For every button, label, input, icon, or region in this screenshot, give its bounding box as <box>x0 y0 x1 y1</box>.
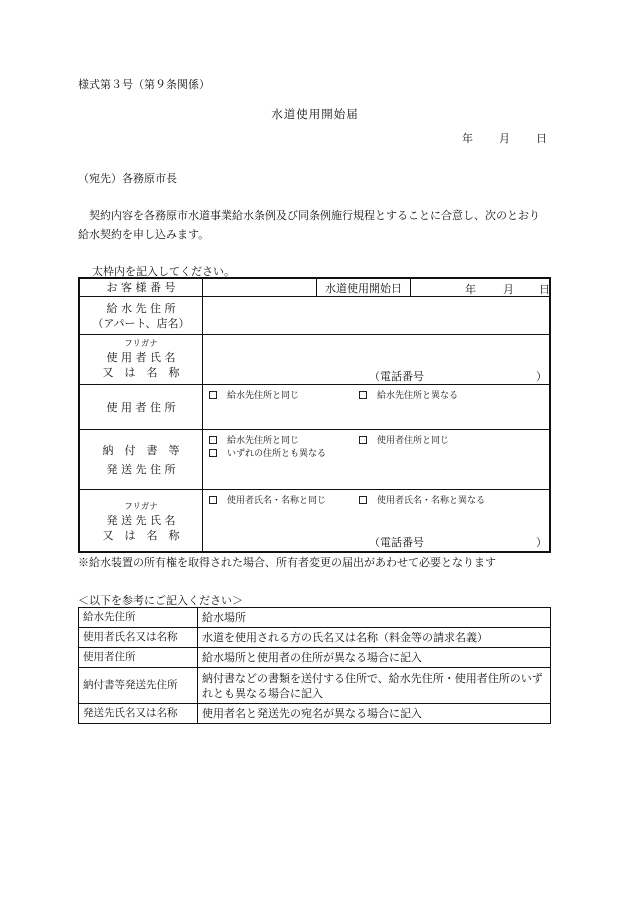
checkbox-icon[interactable] <box>209 449 217 457</box>
agreement-text: 契約内容を各務原市水道事業給水条例及び同条例施行規程とすることに合意し、次のとおり給水契約を申し込みます。 <box>78 209 540 241</box>
start-date-year: 年 <box>465 283 476 296</box>
user-phone-label: （電話番号 <box>369 370 424 383</box>
recipient-option-same[interactable]: 使用者氏名・名称と同じ <box>209 493 326 506</box>
doc-address-option-user[interactable]: 使用者住所と同じ <box>359 433 449 446</box>
user-address-option-different[interactable]: 給水先住所と異なる <box>359 388 458 401</box>
reference-value: 水道を使用される方の氏名又は名称（料金等の請求名義） <box>198 628 551 648</box>
user-address-field[interactable] <box>203 385 549 429</box>
user-name-field[interactable] <box>203 335 549 384</box>
frame-instruction: 太枠内を記入してください。 <box>92 265 235 278</box>
application-form <box>78 277 551 553</box>
doc-address-label <box>80 430 203 489</box>
recipient-label-line1: 発 送 先 氏 名 <box>106 514 176 527</box>
recipient-phone-close: ） <box>536 536 547 549</box>
reference-key: 発送先氏名又は名称 <box>79 704 198 724</box>
user-name-furigana: フリガナ <box>124 339 158 349</box>
doc-address-label-line1: 納 付 書 等 <box>102 443 180 457</box>
start-date-month: 月 <box>503 283 514 296</box>
reference-value: 使用者名と発送先の宛名が異なる場合に記入 <box>198 704 551 724</box>
recipient-furigana: フリガナ <box>124 502 158 512</box>
doc-address-label-line2: 発 送 先 住 所 <box>106 462 176 476</box>
start-date-label-cell <box>317 279 411 296</box>
reference-table <box>78 607 551 724</box>
date-month: 月 <box>499 132 510 145</box>
supply-address-label-line2: （アパート、店名） <box>92 316 190 330</box>
user-phone-close: ） <box>536 370 547 383</box>
doc-address-field[interactable] <box>203 430 549 489</box>
submission-date <box>462 130 547 146</box>
supply-address-row <box>80 297 549 335</box>
user-name-label-line1: 使 用 者 氏 名 <box>106 351 176 364</box>
recipient-field[interactable] <box>203 490 549 551</box>
checkbox-icon[interactable] <box>209 496 217 504</box>
table-row <box>79 668 551 704</box>
ownership-footnote: ※給水装置の所有権を取得された場合、所有者変更の届出があわせて必要となります <box>78 556 496 569</box>
recipient-option-different[interactable]: 使用者氏名・名称と異なる <box>359 493 485 506</box>
date-year: 年 <box>462 132 473 145</box>
reference-key: 給水先住所 <box>79 608 198 628</box>
reference-heading: ＜以下を参考にご記入ください＞ <box>78 594 243 607</box>
addressee: （宛先）各務原市長 <box>78 172 177 185</box>
user-name-label-line2: 又 は 名 称 <box>102 366 180 379</box>
document-title: 水道使用開始届 <box>271 107 359 121</box>
reference-value: 納付書などの書類を送付する住所で、給水先住所・使用者住所のいずれとも異なる場合に記入 <box>198 668 551 704</box>
doc-address-option-other[interactable]: いずれの住所とも異なる <box>209 446 326 459</box>
recipient-label-line2: 又 は 名 称 <box>102 529 180 542</box>
start-date-label: 水道使用開始日 <box>325 281 402 295</box>
supply-address-field[interactable] <box>203 297 549 334</box>
checkbox-icon[interactable] <box>359 391 367 399</box>
doc-address-row <box>80 430 549 490</box>
customer-number-label: お 客 様 番 号 <box>80 279 203 296</box>
checkbox-icon[interactable] <box>209 391 217 399</box>
supply-address-label <box>80 297 203 334</box>
user-name-row <box>80 335 549 385</box>
checkbox-icon[interactable] <box>209 436 217 444</box>
start-date-field[interactable] <box>411 279 549 296</box>
checkbox-icon[interactable] <box>359 436 367 444</box>
doc-address-option-supply[interactable]: 給水先住所と同じ <box>209 433 299 446</box>
form-number: 様式第３号（第９条関係） <box>78 78 210 91</box>
customer-number-row <box>80 279 549 297</box>
date-day: 日 <box>536 132 547 145</box>
user-name-label <box>80 335 203 384</box>
recipient-row <box>80 490 549 551</box>
checkbox-icon[interactable] <box>359 496 367 504</box>
start-date-day: 日 <box>539 283 550 296</box>
user-address-row <box>80 385 549 430</box>
table-row <box>79 648 551 668</box>
supply-address-label-line1: 給 水 先 住 所 <box>106 301 176 315</box>
table-row <box>79 704 551 724</box>
reference-key: 納付書等発送先住所 <box>79 668 198 704</box>
table-row <box>79 608 551 628</box>
reference-value: 給水場所と使用者の住所が異なる場合に記入 <box>198 648 551 668</box>
customer-number-field[interactable] <box>203 279 317 296</box>
user-address-label: 使 用 者 住 所 <box>80 385 203 429</box>
reference-key: 使用者氏名又は名称 <box>79 628 198 648</box>
reference-value: 給水場所 <box>198 608 551 628</box>
reference-key: 使用者住所 <box>79 648 198 668</box>
recipient-phone-label: （電話番号 <box>369 536 424 549</box>
user-address-option-same[interactable]: 給水先住所と同じ <box>209 388 299 401</box>
table-row <box>79 628 551 648</box>
recipient-label <box>80 490 203 551</box>
